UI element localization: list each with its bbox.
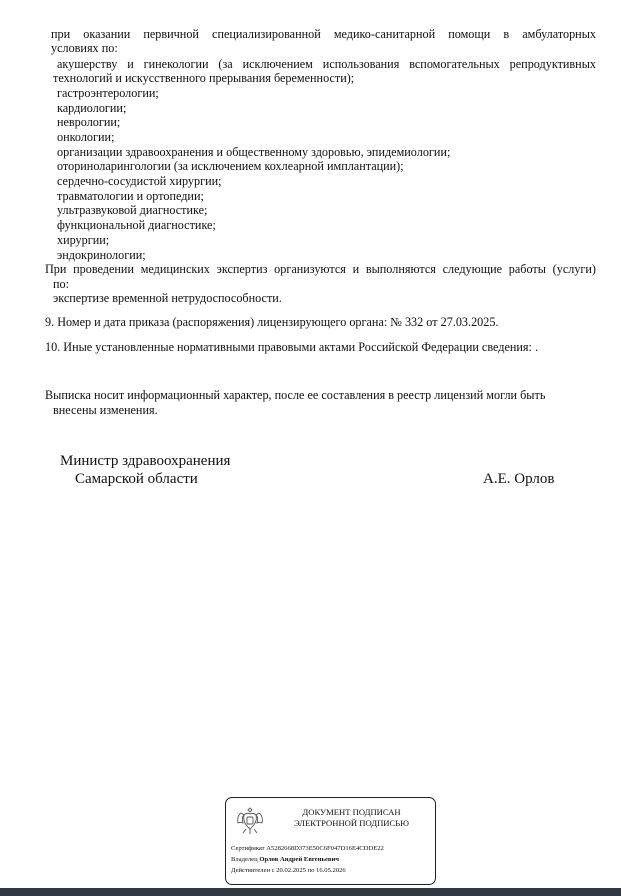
viewer-bottom-bar (0, 888, 621, 896)
service-item: хирургии; (57, 233, 110, 247)
service-item: травматологии и ортопедии; (57, 189, 204, 203)
stamp-certificate-value: A5282668D373E50C6F047D16E4CDDE22 (266, 845, 384, 852)
stamp-owner-value: Орлов Андрей Евгеньевич (259, 856, 340, 863)
expertise-line-3: экспертизе временной нетрудоспособности. (53, 291, 282, 305)
signatory-position-line-1: Министр здравоохранения (60, 453, 231, 469)
other-info-line: 10. Иные установленные нормативными правовыми актами Российской Федерации сведения: . (45, 340, 539, 354)
service-item: сердечно-сосудистой хирургии; (57, 174, 222, 188)
stamp-heading-line-2: ЭЛЕКТРОННОЙ ПОДПИСЬЮ (293, 818, 409, 828)
service-item: организации здравоохранения и общественному здоровью, эпидемиологии; (57, 145, 451, 159)
signatory-name: А.Е. Орлов (483, 471, 555, 487)
intro-line-1: при оказании первичной специализированной медико-санитарной помощи в амбулаторных (51, 27, 596, 41)
service-item: оториноларингологии (за исключением кохлеарной имплантации); (57, 159, 404, 173)
stamp-certificate-label: Сертификат (231, 845, 265, 852)
service-obstetrics-line-2: технологий и искусственного прерывания беременности); (53, 71, 355, 85)
disclaimer-line-1: Выписка носит информационный характер, после ее составления в реестр лицензий могли быть (45, 388, 546, 402)
disclaimer-line-2: внесены изменения. (53, 403, 158, 417)
service-item: неврологии; (57, 115, 121, 129)
service-item: ультразвуковой диагностике; (57, 203, 208, 217)
electronic-signature-stamp (225, 797, 436, 885)
intro-line-2: условиях по: (51, 41, 118, 55)
service-item: кардиологии; (57, 101, 127, 115)
order-number-line: 9. Номер и дата приказа (распоряжения) лицензирующего органа: № 332 от 27.03.2025. (45, 315, 499, 329)
stamp-certificate (231, 845, 384, 853)
stamp-heading-line-1: ДОКУМЕНТ ПОДПИСАН (302, 807, 401, 817)
service-item: гастроэнтерологии; (57, 86, 159, 100)
stamp-owner-label: Владелец (231, 856, 258, 863)
stamp-owner (231, 856, 339, 864)
stamp-validity: Действителен с 20.02.2025 по 16.05.2026 (231, 867, 346, 874)
expertise-line-1: При проведении медицинских экспертиз организуются и выполняются следующие работы (услуги) (45, 262, 596, 276)
service-item: функциональной диагностике; (57, 218, 216, 232)
service-item: эндокринологии; (57, 248, 146, 262)
service-item: онкологии; (57, 130, 115, 144)
service-obstetrics-line-1: акушерству и гинекологии (за исключением использования вспомогательных репродуктивных (57, 57, 596, 71)
coat-of-arms-icon (233, 804, 267, 838)
signatory-position-line-2: Самарской области (75, 471, 198, 487)
expertise-line-2: по: (53, 277, 70, 291)
